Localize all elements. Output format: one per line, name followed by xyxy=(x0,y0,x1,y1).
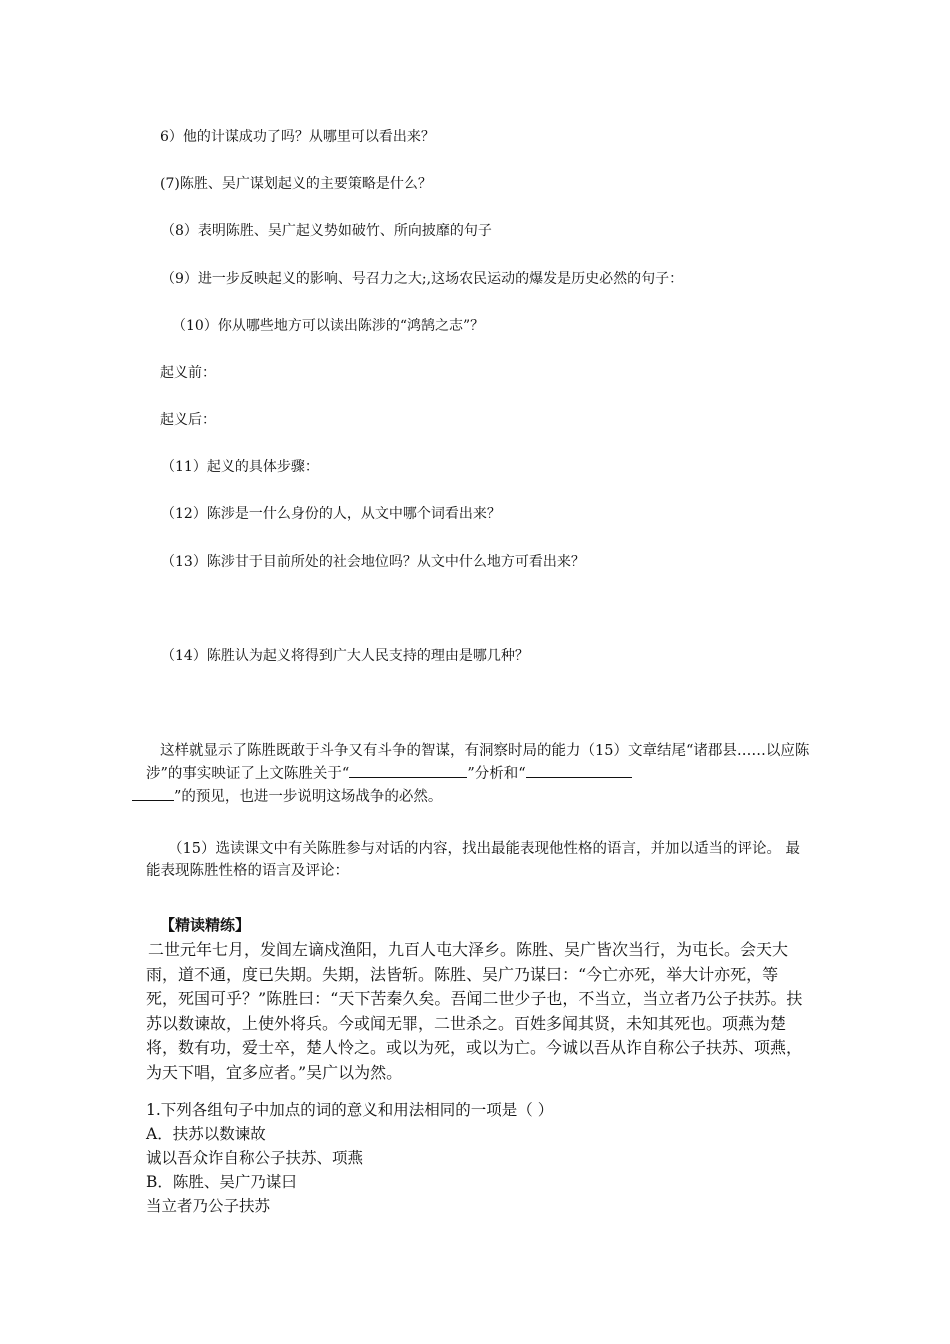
paragraph-15-part1: 这样就显示了陈胜既敢于斗争又有斗争的智谋，有洞察时局的能力（15）文章结尾“诸郡县……以应陈涉”的事实映证了上文陈胜关于“ xyxy=(146,743,810,782)
question-9: （9）进一步反映起义的影响、号召力之大;,这场农民运动的爆发是历史必然的句子： xyxy=(161,271,684,287)
option-b-sentence-2: 当立者乃公子扶苏 xyxy=(146,1197,271,1215)
question-11: （11）起义的具体步骤： xyxy=(161,459,319,475)
blank-2b xyxy=(132,785,174,801)
blank-1 xyxy=(349,762,467,778)
classical-text: 二世元年七月，发闾左谪戍渔阳，九百人屯大泽乡。陈胜、吴广皆次当行，为屯长。会天大雨，道不通，度已失期。失期，法皆斩。陈胜、吴广乃谋曰：“今亡亦死，举大计亦死，等死，死国可乎？”陈胜曰：“天下苦秦久矣。吾闻二世少子也，不当立，当立者乃公子扶苏。扶苏以数谏故，上使外将兵。今或闻无罪，二世杀之。百姓多闻其贤，未知其死也。项燕为楚将，数有功，爱士卒，楚人怜之。或以为死，或以为亡。今诚以吾从诈自称公子扶苏、项燕，为天下唱，宜多应者。”吴广以为然。 xyxy=(146,940,803,1082)
option-a-sentence-2: 诚以吾众诈自称公子扶苏、项燕 xyxy=(146,1149,364,1167)
paragraph-15b: （15）选读课文中有关陈胜参与对话的内容，找出最能表现他性格的语言，并加以适当的评论。 最能表现陈胜性格的语言及评论： xyxy=(146,841,801,879)
option-a: A．扶苏以数谏故 xyxy=(146,1125,266,1143)
option-b: B．陈胜、吴广乃谋曰 xyxy=(146,1173,297,1191)
question-8: （8）表明陈胜、吴广起义势如破竹、所向披靡的句子 xyxy=(161,223,492,239)
question-7: (7)陈胜、吴广谋划起义的主要策略是什么？ xyxy=(160,176,432,192)
question-6: 6）他的计谋成功了吗？从哪里可以看出来？ xyxy=(160,129,435,145)
question-13: （13）陈涉甘于目前所处的社会地位吗？从文中什么地方可看出来？ xyxy=(161,554,585,570)
paragraph-15-part2: ”分析和“ xyxy=(467,766,526,782)
before-uprising-label: 起义前： xyxy=(160,365,216,381)
blank-2a xyxy=(526,762,632,778)
section-title: 【精读精练】 xyxy=(160,916,251,934)
paragraph-15 xyxy=(146,740,810,808)
question-12: （12）陈涉是一什么身份的人，从文中哪个词看出来？ xyxy=(161,506,501,522)
paragraph-15-part3: ”的预见，也进一步说明这场战争的必然。 xyxy=(174,789,443,805)
exercise-1: 1.下列各组句子中加点的词的意义和用法相同的一项是（ ） xyxy=(146,1101,554,1119)
question-14: （14）陈胜认为起义将得到广大人民支持的理由是哪几种？ xyxy=(161,648,529,664)
after-uprising-label: 起义后： xyxy=(160,412,216,428)
question-10: （10）你从哪些地方可以读出陈涉的“鸿鹄之志”？ xyxy=(172,318,485,334)
